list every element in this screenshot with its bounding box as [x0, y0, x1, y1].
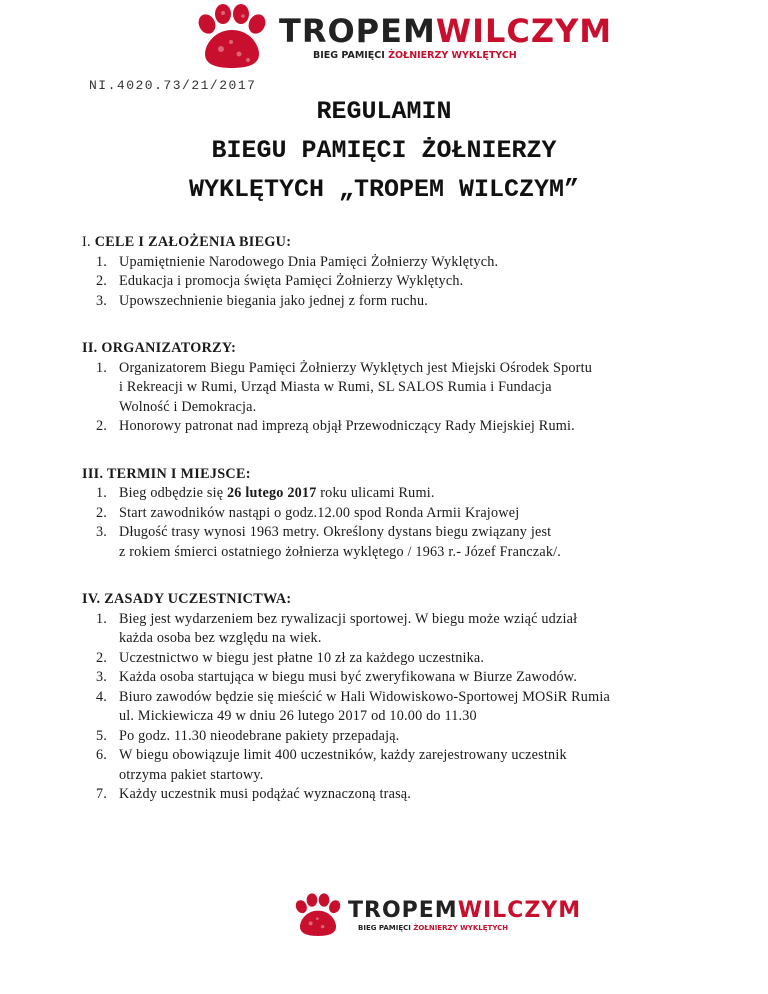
list-item: 7. Każdy uczestnik musi podążać wyznaczoną trasą.	[96, 786, 412, 802]
section-heading	[82, 233, 722, 253]
logo-subtitle	[358, 925, 581, 932]
list-item: 5. Po godz. 11.30 nieodebrane pakiety przepadają.	[96, 727, 400, 744]
logo-word-tropem: TROPEM	[279, 12, 436, 51]
section-number: IV.	[82, 591, 101, 607]
list-item: 1. Upamiętnienie Narodowego Dnia Pamięci Żołnierzy Wyklętych.	[96, 253, 499, 270]
logo-subtitle-b: ŻOŁNIERZY WYKLĘTYCH	[413, 924, 509, 932]
section-title: CELE I ZAŁOŻENIA BIEGU:	[94, 234, 292, 250]
section-number: III.	[82, 465, 104, 482]
list-item: 2. Start zawodników nastąpi o godz.12.00 spod Ronda Armii Krajowej	[96, 504, 520, 521]
list-item: 1. Organizatorem Biegu Pamięci Żołnierzy Wyklętych jest Miejski Ośrodek Sportu i Rekreacji w Rumi, Urząd Miasta w Rumi, SL SALOS Rumia i Fundacja Wolność i Demokracja.	[96, 359, 593, 415]
wolf-paw-icon	[193, 4, 271, 72]
logo-subtitle-a: BIEG PAMIĘCI	[358, 924, 411, 932]
logo-wordmark	[279, 12, 613, 51]
list-item: 3. Każda osoba startująca w biegu musi być zweryfikowana w Biurze Zawodów.	[96, 669, 578, 685]
wolf-paw-icon	[292, 893, 344, 939]
section-title: ORGANIZATORZY:	[101, 340, 237, 356]
list-item: 2. Uczestnictwo w biegu jest płatne 10 zł za każdego uczestnika.	[96, 649, 485, 666]
title-line-2: BIEGU PAMIĘCI ŻOŁNIERZY	[211, 136, 557, 165]
list-item: 4. Biuro zawodów będzie się mieścić w Hali Widowiskowo-Sportowej MOSiR Rumia ul. Mickiewicza 49 w dniu 26 lutego 2017 od 10.00 do 11.30	[96, 688, 610, 724]
section-number: I.	[82, 234, 91, 250]
section-title: ZASADY UCZESTNICTWA:	[104, 591, 292, 607]
section-list	[82, 253, 722, 312]
section-list	[82, 359, 722, 437]
list-item: 3. Upowszechnienie biegania jako jednej z form ruchu.	[96, 292, 429, 309]
logo-wordmark	[348, 900, 581, 922]
list-item: 2. Honorowy patronat nad imprezą objął Przewodniczący Rady Miejskiej Rumi.	[96, 418, 575, 434]
logo-subtitle-b: ŻOŁNIERZY WYKLĘTYCH	[388, 50, 517, 62]
logo-subtitle-a: BIEG PAMIĘCI	[313, 50, 385, 62]
logo-word-wilczym: WILCZYM	[457, 898, 582, 923]
logo-word-tropem: TROPEM	[348, 898, 458, 923]
section-goals	[82, 233, 722, 311]
section-list	[82, 484, 722, 562]
section-heading	[82, 339, 722, 359]
title-line-3: WYKLĘTYCH „TROPEM WILCZYM”	[188, 175, 580, 204]
regulations-body	[82, 233, 722, 833]
document-title	[0, 92, 768, 209]
event-date: 26 lutego 2017	[227, 485, 317, 501]
title-line-1: REGULAMIN	[316, 97, 452, 126]
logo-subtitle	[313, 51, 612, 61]
list-item: 1. Bieg odbędzie się 26 lutego 2017 roku ulicami Rumi.	[96, 485, 435, 501]
section-title: TERMIN I MIEJSCE:	[106, 465, 251, 482]
list-item: 3. Długość trasy wynosi 1963 metry. Określony dystans biegu związany jest z rokiem śmierci ostatniego żołnierza wyklętego / 1963 r.- Józef Franczak/.	[96, 524, 562, 560]
list-item: 6. W biegu obowiązuje limit 400 uczestników, każdy zarejestrowany uczestnik otrzyma pakiet startowy.	[96, 747, 567, 783]
section-date-place	[82, 465, 722, 563]
document-number: NI.4020.73/21/2017	[89, 78, 257, 93]
list-item: 2. Edukacja i promocja święta Pamięci Żołnierzy Wyklętych.	[96, 273, 464, 289]
list-item: 1. Bieg jest wydarzeniem bez rywalizacji sportowej. W biegu może wziąć udział każda osoba bez względu na wiek.	[96, 610, 578, 646]
section-participation	[82, 590, 722, 805]
section-organizers	[82, 339, 722, 437]
section-list	[82, 610, 722, 805]
logo-word-wilczym: WILCZYM	[435, 12, 613, 51]
section-heading	[82, 465, 722, 485]
footer-logo	[292, 893, 581, 939]
header-logo	[193, 4, 612, 72]
section-number: II.	[82, 340, 98, 356]
section-heading	[82, 590, 722, 610]
